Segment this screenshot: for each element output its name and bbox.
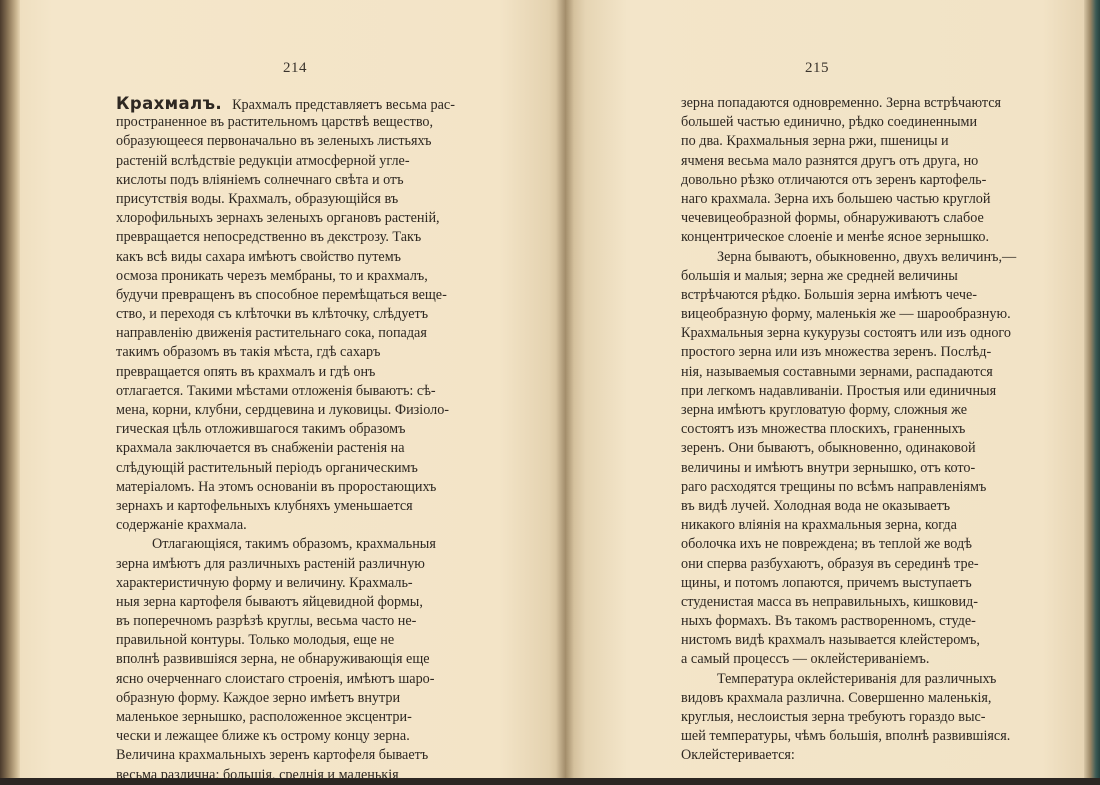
text-line: ясно очерченнаго слоистаго строенія, имѣютъ шаро- — [116, 670, 435, 687]
text-line: мена, корни, клубни, сердцевина и луковицы. Физіоло- — [116, 402, 450, 418]
text-line: будучи превращенъ въ способное перемѣщаться веще- — [116, 286, 447, 303]
text-line: нистомъ видѣ крахмалъ называется клейстеромъ, — [681, 632, 980, 649]
text-line: круглыя, неслоистыя зерна требуютъ гораздо выс- — [681, 709, 986, 725]
text-line: кислоты подъ вліяніемъ солнечнаго свѣта и отъ — [116, 171, 404, 188]
text-line: величины и имѣютъ внутри зернышко, отъ кото- — [681, 459, 976, 476]
text-line: встрѣчаются рѣдко. Большія зерна имѣютъ чече- — [681, 286, 978, 303]
text-line: слѣдующій растительный періодъ органическимъ — [116, 459, 418, 476]
text-line: въ видѣ лучей. Холодная вода не оказываетъ — [681, 497, 951, 514]
text-line: образующееся первоначально въ зеленыхъ листьяхъ — [116, 133, 432, 150]
text-line: шей температуры, чѣмъ большія, вполнѣ развившіяся. — [681, 728, 1011, 745]
text-line: какъ всѣ виды сахара имѣютъ свойство путемъ — [116, 248, 402, 265]
page-number-left: 214 — [283, 60, 307, 76]
text-line: Оклейстеривается: — [681, 747, 795, 764]
text-line: зерна имѣютъ для различныхъ растеній различную — [116, 555, 425, 572]
book-gutter — [556, 0, 574, 778]
text-line: видовъ крахмала различна. Совершенно маленькія, — [681, 689, 992, 706]
text-line: маленькое зернышко, расположенное эксцентри- — [116, 709, 412, 725]
text-line: характеристичную форму и величину. Крахмаль- — [116, 574, 413, 591]
text-line: превращается опять въ крахмалъ и гдѣ онъ — [116, 363, 376, 380]
text-line: студенистая масса въ неправильныхъ, кишковид- — [681, 593, 979, 610]
text-line: никакого вліянія на крахмальныя зерна, когда — [681, 517, 957, 534]
text-line: въ поперечномъ разрѣзѣ круглы, весьма часто не- — [116, 613, 417, 630]
text-line: по два. Крахмальныя зерна ржи, пшеницы и — [681, 133, 949, 150]
right-page — [565, 0, 1084, 778]
text-line: образную форму. Каждое зерно имѣетъ внутри — [116, 689, 401, 706]
paragraph-first-line: Температура оклейстериванія для различныхъ — [717, 670, 997, 687]
text-line: направленію движенія растительнаго сока, попадая — [116, 325, 427, 342]
text-line: весьма различна; большія, среднія и маленькія — [116, 766, 399, 783]
text-line: простого зерна или изъ множества зеренъ. Послѣд- — [681, 344, 992, 361]
text-line: отлагается. Такими мѣстами отложенія бываютъ: сѣ- — [116, 382, 436, 399]
text-line: ство, и переходя съ клѣточки въ клѣточку, слѣдуетъ — [116, 306, 429, 323]
paragraph-first-line: Отлагающіяся, такимъ образомъ, крахмальныя — [152, 536, 436, 553]
text-line: довольно рѣзко отличаются отъ зеренъ картофель- — [681, 171, 987, 188]
text-line: Крахмальныя зерна кукурузы состоятъ или изъ одного — [681, 325, 1011, 342]
left-page — [20, 0, 565, 783]
paragraph-first-line: Зерна бываютъ, обыкновенно, двухъ величинъ,— — [717, 248, 1017, 265]
text-line: зернахъ и картофельныхъ клубняхъ уменьшается — [116, 497, 413, 514]
text-line: вполнѣ развившіяся зерна, не обнаруживающія еще — [116, 651, 430, 668]
text-line: а самый процессъ — оклейстериваніемъ. — [681, 651, 930, 668]
text-line: хлорофильныхъ зернахъ зеленыхъ органовъ растеній, — [116, 210, 440, 227]
text-line: зеренъ. Они бываютъ, обыкновенно, одинаковой — [681, 440, 976, 457]
text-line: состоятъ изъ множества плоскихъ, граненныхъ — [681, 421, 966, 438]
first-line-text: Крахмалъ представляетъ весьма рас- — [232, 97, 455, 113]
text-line: вицеобразную форму, маленькія же — шарообразную. — [681, 306, 1011, 323]
text-line: Величина крахмальныхъ зеренъ картофеля бываетъ — [116, 747, 429, 764]
text-line — [116, 94, 486, 113]
text-line: растеній вслѣдствіе редукціи атмосферной угле- — [116, 152, 410, 169]
text-line: большія и малыя; зерна же средней величины — [681, 267, 958, 284]
text-line: концентрическое слоеніе и менѣе ясное зернышко. — [681, 229, 990, 246]
text-line: они сперва разбухаютъ, образуя въ серединѣ тре- — [681, 555, 979, 572]
text-line: осмоза проникать черезъ мембраны, то и крахмалъ, — [116, 267, 428, 284]
text-line: щины, и потомъ лопаются, причемъ выступаетъ — [681, 574, 972, 591]
text-line: зерна попадаются одновременно. Зерна встрѣчаются — [681, 95, 1002, 111]
text-line: нія, называемыя составными зернами, распадаются — [681, 363, 993, 380]
text-line: гическая цѣль отложившагося такимъ образомъ — [116, 421, 406, 438]
right-page-edges — [1084, 0, 1100, 778]
text-line: такимъ образомъ въ такія мѣста, гдѣ сахаръ — [116, 344, 381, 361]
right-page-text — [681, 94, 1023, 766]
page-number-right: 215 — [805, 60, 829, 76]
text-line: при легкомъ надавливаніи. Простыя или единичныя — [681, 382, 997, 399]
text-line: матеріаломъ. На этомъ основаніи въ проростающихъ — [116, 478, 437, 495]
text-line: ныя зерна картофеля бываютъ яйцевидной формы, — [116, 593, 423, 610]
text-line: ныхъ формахъ. Въ такомъ растворенномъ, студе- — [681, 613, 976, 630]
text-line: содержаніе крахмала. — [116, 517, 247, 534]
section-heading: Крахмалъ. — [116, 94, 223, 113]
text-line: крахмала заключается въ снабженіи растенія на — [116, 440, 405, 457]
text-line: чечевицеобразной формы, обнаруживаютъ слабое — [681, 210, 984, 227]
text-line: правильной контуры. Только молодыя, еще не — [116, 632, 395, 649]
text-line: зерна имѣютъ кругловатую форму, сложныя же — [681, 402, 967, 418]
text-line: превращается непосредственно въ декстрозу. Такъ — [116, 229, 422, 246]
text-line: раго расходятся трещины по всѣмъ направленіямъ — [681, 478, 987, 495]
text-line: чески и лежащее ближе къ острому концу зерна. — [116, 728, 410, 745]
text-line: большей частью единично, рѣдко соединенными — [681, 114, 978, 131]
left-page-edges — [0, 0, 20, 778]
text-line: присутствія воды. Крахмалъ, образующійся въ — [116, 190, 399, 207]
text-line: ячменя весьма мало разнятся другъ отъ друга, но — [681, 152, 979, 169]
text-line: оболочка ихъ не повреждена; въ теплой же водѣ — [681, 536, 972, 553]
left-page-text — [116, 94, 486, 785]
text-line: пространенное въ растительномъ царствѣ вещество, — [116, 114, 434, 131]
text-line: наго крахмала. Зерна ихъ большею частью круглой — [681, 190, 991, 207]
